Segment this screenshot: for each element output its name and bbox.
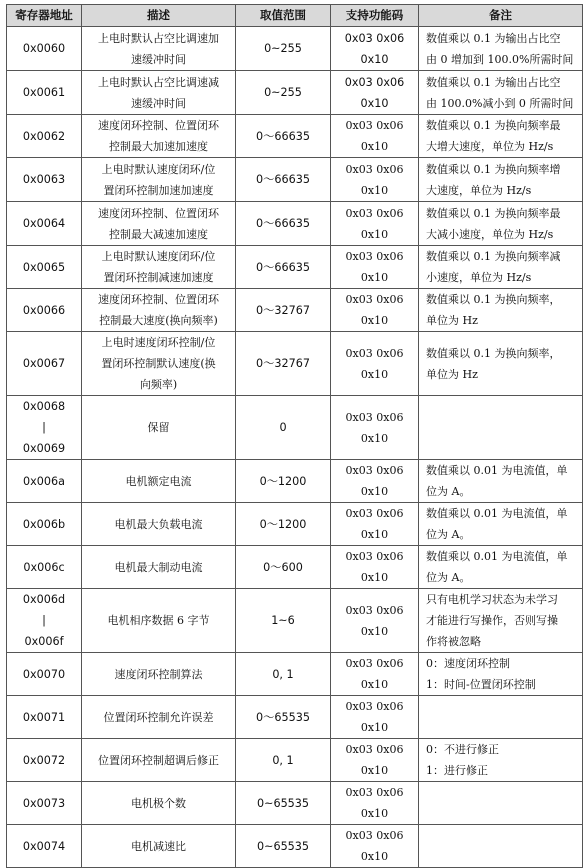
cell-address bbox=[7, 825, 82, 868]
cell-remarks bbox=[419, 782, 583, 825]
cell-range: 0～65535 bbox=[236, 696, 331, 739]
cell-address bbox=[7, 782, 82, 825]
cell-function-codes-line: 0x10 bbox=[360, 624, 389, 638]
cell-function-codes bbox=[331, 739, 419, 782]
cell-description-line: 速缓冲时间 bbox=[131, 52, 186, 66]
cell-remarks-line: 0：不进行修正 bbox=[426, 743, 499, 756]
cell-function-codes-line: 0x10 bbox=[360, 271, 389, 284]
cell-remarks-line: 位为 A。 bbox=[426, 528, 471, 541]
header-description: 描述 bbox=[82, 5, 236, 27]
cell-description-line: 向频率) bbox=[139, 378, 178, 391]
cell-range: 0～32767 bbox=[236, 332, 331, 396]
cell-function-codes bbox=[331, 202, 419, 246]
cell-address-line: 0x006d bbox=[22, 593, 66, 606]
cell-range: 0, 1 bbox=[236, 653, 331, 696]
cell-range: 0～600 bbox=[236, 546, 331, 589]
cell-function-codes bbox=[331, 246, 419, 289]
cell-range: 0~65535 bbox=[236, 825, 331, 868]
cell-function-codes-line: 0x03 0x06 bbox=[345, 162, 404, 176]
cell-address-line: 0x0068 bbox=[22, 400, 66, 413]
cell-description bbox=[82, 332, 236, 396]
cell-function-codes-line: 0x10 bbox=[360, 52, 389, 66]
cell-remarks bbox=[419, 696, 583, 739]
cell-address-line: 0x0067 bbox=[22, 357, 66, 370]
cell-function-codes-line: 0x03 0x06 bbox=[345, 743, 404, 756]
cell-function-codes-line: 0x10 bbox=[360, 367, 389, 381]
cell-function-codes-line: 0x10 bbox=[360, 431, 389, 445]
cell-function-codes-line: 0x10 bbox=[360, 227, 389, 241]
cell-description bbox=[82, 158, 236, 202]
cell-function-codes bbox=[331, 289, 419, 332]
cell-description-line: 上电时速度闭环控制/位 bbox=[101, 336, 216, 349]
cell-function-codes-line: 0x10 bbox=[360, 678, 389, 691]
cell-function-codes-line: 0x03 0x06 bbox=[345, 464, 404, 477]
cell-function-codes-line: 0x03 0x06 bbox=[345, 346, 404, 360]
table-row bbox=[7, 289, 583, 332]
cell-remarks-line: 单位为 Hz bbox=[426, 367, 478, 381]
cell-function-codes-line: 0x03 0x06 bbox=[345, 550, 404, 563]
cell-description-line: 电机额定电流 bbox=[125, 474, 192, 488]
cell-function-codes-line: 0x10 bbox=[360, 140, 389, 153]
cell-address bbox=[7, 503, 82, 546]
cell-address-line: 0x0073 bbox=[22, 796, 66, 810]
cell-address bbox=[7, 546, 82, 589]
cell-address bbox=[7, 71, 82, 115]
cell-address bbox=[7, 653, 82, 696]
cell-function-codes bbox=[331, 589, 419, 653]
table-row bbox=[7, 782, 583, 825]
cell-function-codes-line: 0x10 bbox=[360, 485, 389, 498]
cell-description-line: 上电时默认占空比调速减 bbox=[98, 75, 219, 89]
cell-description-line: 位置闭环控制超调后修正 bbox=[98, 753, 219, 767]
cell-description bbox=[82, 115, 236, 158]
cell-function-codes bbox=[331, 158, 419, 202]
cell-function-codes bbox=[331, 115, 419, 158]
cell-address-line: 0x0074 bbox=[22, 839, 66, 853]
cell-address-line: 0x0070 bbox=[22, 667, 66, 681]
cell-description-line: 电机最大负载电流 bbox=[114, 517, 203, 531]
cell-description-line: 控制最大减速加速度 bbox=[109, 227, 208, 241]
cell-function-codes-line: 0x03 0x06 bbox=[345, 700, 404, 713]
cell-description bbox=[82, 546, 236, 589]
cell-remarks-line: 才能进行写操作，否则写操 bbox=[426, 614, 558, 627]
cell-description bbox=[82, 825, 236, 868]
cell-function-codes-line: 0x10 bbox=[360, 764, 389, 777]
cell-description bbox=[82, 589, 236, 653]
cell-address-line: 0x0062 bbox=[22, 129, 66, 143]
cell-description bbox=[82, 246, 236, 289]
table-body bbox=[7, 27, 583, 868]
cell-description-line: 上电时默认速度闭环/位 bbox=[101, 250, 216, 263]
cell-range: 0~65535 bbox=[236, 782, 331, 825]
cell-remarks bbox=[419, 246, 583, 289]
table-row bbox=[7, 396, 583, 460]
cell-remarks-line: 大减小速度，单位为 Hz/s bbox=[426, 227, 554, 241]
cell-description-line: 置闭环控制默认速度(换 bbox=[101, 357, 216, 370]
table-row bbox=[7, 653, 583, 696]
cell-function-codes-line: 0x03 0x06 bbox=[345, 119, 404, 132]
header-function-codes: 支持功能码 bbox=[331, 5, 419, 27]
cell-remarks bbox=[419, 546, 583, 589]
cell-description-line: 速度闭环控制、位置闭环 bbox=[98, 206, 219, 220]
cell-remarks-line: 由 100.0%减小到 0 所需时间 bbox=[426, 96, 574, 110]
cell-range: 0~255 bbox=[236, 71, 331, 115]
cell-description-line: 电机相序数据 6 字节 bbox=[107, 614, 210, 627]
table-row bbox=[7, 546, 583, 589]
cell-address-line: 0x006c bbox=[23, 560, 65, 574]
cell-remarks-line: 0：速度闭环控制 bbox=[426, 657, 510, 670]
header-address: 寄存器地址 bbox=[7, 5, 82, 27]
table-row bbox=[7, 158, 583, 202]
cell-range: 0 bbox=[236, 396, 331, 460]
cell-function-codes bbox=[331, 460, 419, 503]
cell-function-codes-line: 0x03 0x06 bbox=[345, 786, 404, 799]
cell-address bbox=[7, 246, 82, 289]
table-row bbox=[7, 460, 583, 503]
cell-remarks-line: 大增大速度，单位为 Hz/s bbox=[426, 140, 554, 153]
header-range: 取值范围 bbox=[236, 5, 331, 27]
cell-remarks bbox=[419, 503, 583, 546]
cell-remarks-line: 由 0 增加到 100.0%所需时间 bbox=[426, 52, 574, 66]
cell-remarks-line: 小速度，单位为 Hz/s bbox=[426, 271, 532, 284]
cell-function-codes-line: 0x03 0x06 bbox=[345, 206, 404, 220]
cell-function-codes-line: 0x10 bbox=[360, 96, 389, 110]
cell-remarks bbox=[419, 396, 583, 460]
cell-function-codes-line: 0x10 bbox=[360, 528, 389, 541]
cell-remarks-line: 数值乘以 0.01 为电流值，单 bbox=[426, 507, 568, 520]
cell-range: 0～1200 bbox=[236, 460, 331, 503]
cell-remarks-line: 位为 A。 bbox=[426, 485, 471, 498]
cell-range: 0～1200 bbox=[236, 503, 331, 546]
cell-function-codes-line: 0x03 0x06 bbox=[345, 507, 404, 520]
cell-remarks-line: 数值乘以 0.1 为输出占比空 bbox=[426, 31, 561, 45]
cell-description bbox=[82, 27, 236, 71]
cell-address-line: 0x0061 bbox=[22, 86, 66, 99]
cell-function-codes bbox=[331, 825, 419, 868]
cell-remarks-line: 数值乘以 0.1 为换向频率， bbox=[426, 346, 561, 360]
cell-remarks bbox=[419, 289, 583, 332]
cell-description-line: 电机减速比 bbox=[131, 839, 186, 853]
cell-remarks-line: 单位为 Hz bbox=[426, 314, 478, 327]
cell-address bbox=[7, 27, 82, 71]
cell-description-line: 速缓冲时间 bbox=[131, 96, 186, 110]
cell-range: 0～66635 bbox=[236, 246, 331, 289]
cell-description-line: 速度闭环控制、位置闭环 bbox=[98, 119, 219, 132]
cell-remarks-line: 数值乘以 0.1 为换向频率增 bbox=[426, 162, 561, 176]
cell-function-codes bbox=[331, 782, 419, 825]
cell-description bbox=[82, 396, 236, 460]
cell-remarks bbox=[419, 589, 583, 653]
table-row bbox=[7, 246, 583, 289]
cell-address bbox=[7, 460, 82, 503]
table-row bbox=[7, 739, 583, 782]
cell-function-codes-line: 0x10 bbox=[360, 721, 389, 734]
cell-remarks bbox=[419, 825, 583, 868]
cell-range: 0～66635 bbox=[236, 158, 331, 202]
cell-address-line: 0x0064 bbox=[22, 217, 66, 230]
table-row bbox=[7, 825, 583, 868]
cell-function-codes-line: 0x03 0x06 bbox=[345, 657, 404, 670]
cell-description-line: 上电时默认占空比调速加 bbox=[98, 31, 219, 45]
cell-address bbox=[7, 396, 82, 460]
cell-remarks bbox=[419, 332, 583, 396]
cell-function-codes-line: 0x03 0x06 bbox=[345, 293, 404, 306]
cell-range: 0～66635 bbox=[236, 202, 331, 246]
cell-remarks-line: 数值乘以 0.01 为电流值，单 bbox=[426, 550, 568, 563]
cell-function-codes bbox=[331, 503, 419, 546]
cell-address-line: 0x006a bbox=[23, 474, 65, 488]
cell-range: 0, 1 bbox=[236, 739, 331, 782]
table-row bbox=[7, 332, 583, 396]
cell-remarks bbox=[419, 27, 583, 71]
cell-description bbox=[82, 289, 236, 332]
cell-function-codes-line: 0x10 bbox=[360, 183, 389, 197]
cell-description bbox=[82, 739, 236, 782]
cell-description bbox=[82, 202, 236, 246]
cell-range: 0～66635 bbox=[236, 115, 331, 158]
cell-remarks-line: 数值乘以 0.1 为输出占比空 bbox=[426, 75, 561, 89]
cell-address-line: | bbox=[42, 421, 46, 434]
register-table bbox=[6, 4, 583, 868]
cell-address bbox=[7, 739, 82, 782]
cell-remarks-line: 只有电机学习状态为未学习 bbox=[426, 593, 558, 606]
cell-remarks bbox=[419, 202, 583, 246]
cell-address-line: 0x0066 bbox=[22, 303, 66, 317]
cell-address-line: 0x0060 bbox=[22, 42, 66, 55]
cell-remarks bbox=[419, 158, 583, 202]
table-row bbox=[7, 696, 583, 739]
cell-range: 0～32767 bbox=[236, 289, 331, 332]
cell-remarks-line: 大速度，单位为 Hz/s bbox=[426, 183, 532, 197]
cell-address-line: 0x006b bbox=[22, 517, 66, 531]
cell-address bbox=[7, 115, 82, 158]
cell-function-codes-line: 0x03 0x06 bbox=[344, 75, 405, 89]
cell-function-codes bbox=[331, 653, 419, 696]
cell-description bbox=[82, 460, 236, 503]
cell-address-line: 0x0072 bbox=[22, 753, 66, 767]
cell-function-codes bbox=[331, 71, 419, 115]
table-row bbox=[7, 71, 583, 115]
cell-remarks-line: 数值乘以 0.1 为换向频率最 bbox=[426, 206, 561, 220]
cell-function-codes bbox=[331, 696, 419, 739]
cell-remarks bbox=[419, 739, 583, 782]
cell-function-codes-line: 0x03 0x06 bbox=[345, 410, 404, 424]
cell-remarks-line: 1：进行修正 bbox=[426, 764, 488, 777]
cell-address-line: 0x0063 bbox=[22, 173, 66, 186]
cell-address-line: 0x006f bbox=[24, 635, 64, 648]
table-row bbox=[7, 503, 583, 546]
cell-address bbox=[7, 202, 82, 246]
cell-address-line: 0x0071 bbox=[22, 710, 66, 724]
table-header-row bbox=[7, 5, 583, 27]
cell-description-line: 速度闭环控制算法 bbox=[114, 667, 203, 681]
cell-function-codes-line: 0x03 0x06 bbox=[345, 829, 404, 842]
cell-address bbox=[7, 589, 82, 653]
cell-address-line: 0x0069 bbox=[22, 442, 66, 455]
cell-remarks-line: 数值乘以 0.1 为换向频率最 bbox=[426, 119, 561, 132]
cell-range: 0~255 bbox=[236, 27, 331, 71]
cell-description bbox=[82, 653, 236, 696]
cell-remarks bbox=[419, 115, 583, 158]
cell-remarks bbox=[419, 71, 583, 115]
cell-address bbox=[7, 696, 82, 739]
cell-function-codes-line: 0x10 bbox=[360, 571, 389, 584]
cell-description-line: 电机极个数 bbox=[131, 796, 186, 810]
cell-address-line: 0x0065 bbox=[22, 260, 66, 274]
table-row bbox=[7, 589, 583, 653]
cell-description-line: 位置闭环控制允许误差 bbox=[103, 710, 214, 724]
cell-function-codes-line: 0x10 bbox=[360, 807, 389, 820]
cell-remarks-line: 数值乘以 0.01 为电流值，单 bbox=[426, 464, 568, 477]
table-row bbox=[7, 202, 583, 246]
cell-description-line: 电机最大制动电流 bbox=[114, 560, 203, 574]
cell-remarks bbox=[419, 460, 583, 503]
cell-description-line: 置闭环控制减速加速度 bbox=[103, 271, 214, 284]
cell-function-codes bbox=[331, 27, 419, 71]
cell-description-line: 保留 bbox=[147, 421, 170, 434]
cell-description-line: 控制最大速度(换向频率) bbox=[99, 314, 218, 327]
cell-function-codes-line: 0x03 0x06 bbox=[344, 31, 405, 45]
cell-description-line: 上电时默认速度闭环/位 bbox=[101, 162, 216, 176]
cell-remarks-line: 1：时间-位置闭环控制 bbox=[426, 678, 536, 691]
cell-remarks-line: 数值乘以 0.1 为换向频率， bbox=[426, 293, 561, 306]
cell-description bbox=[82, 71, 236, 115]
table-row bbox=[7, 115, 583, 158]
cell-description-line: 速度闭环控制、位置闭环 bbox=[98, 293, 219, 306]
cell-address-line: | bbox=[42, 614, 46, 627]
cell-range: 1~6 bbox=[236, 589, 331, 653]
cell-address bbox=[7, 289, 82, 332]
cell-remarks-line: 位为 A。 bbox=[426, 571, 471, 584]
cell-function-codes-line: 0x03 0x06 bbox=[345, 250, 404, 263]
cell-description-line: 控制最大加速加速度 bbox=[109, 140, 208, 153]
cell-remarks bbox=[419, 653, 583, 696]
cell-function-codes-line: 0x03 0x06 bbox=[345, 603, 404, 617]
cell-remarks-line: 数值乘以 0.1 为换向频率减 bbox=[426, 250, 561, 263]
cell-function-codes bbox=[331, 546, 419, 589]
table-row bbox=[7, 27, 583, 71]
cell-function-codes-line: 0x10 bbox=[360, 314, 389, 327]
cell-description bbox=[82, 503, 236, 546]
cell-description bbox=[82, 696, 236, 739]
cell-function-codes bbox=[331, 332, 419, 396]
header-remarks: 备注 bbox=[419, 5, 583, 27]
cell-address bbox=[7, 332, 82, 396]
cell-remarks-line: 作将被忽略 bbox=[426, 635, 481, 648]
cell-function-codes-line: 0x10 bbox=[360, 850, 389, 863]
cell-address bbox=[7, 158, 82, 202]
cell-function-codes bbox=[331, 396, 419, 460]
cell-description bbox=[82, 782, 236, 825]
cell-description-line: 置闭环控制加速加速度 bbox=[103, 183, 214, 197]
